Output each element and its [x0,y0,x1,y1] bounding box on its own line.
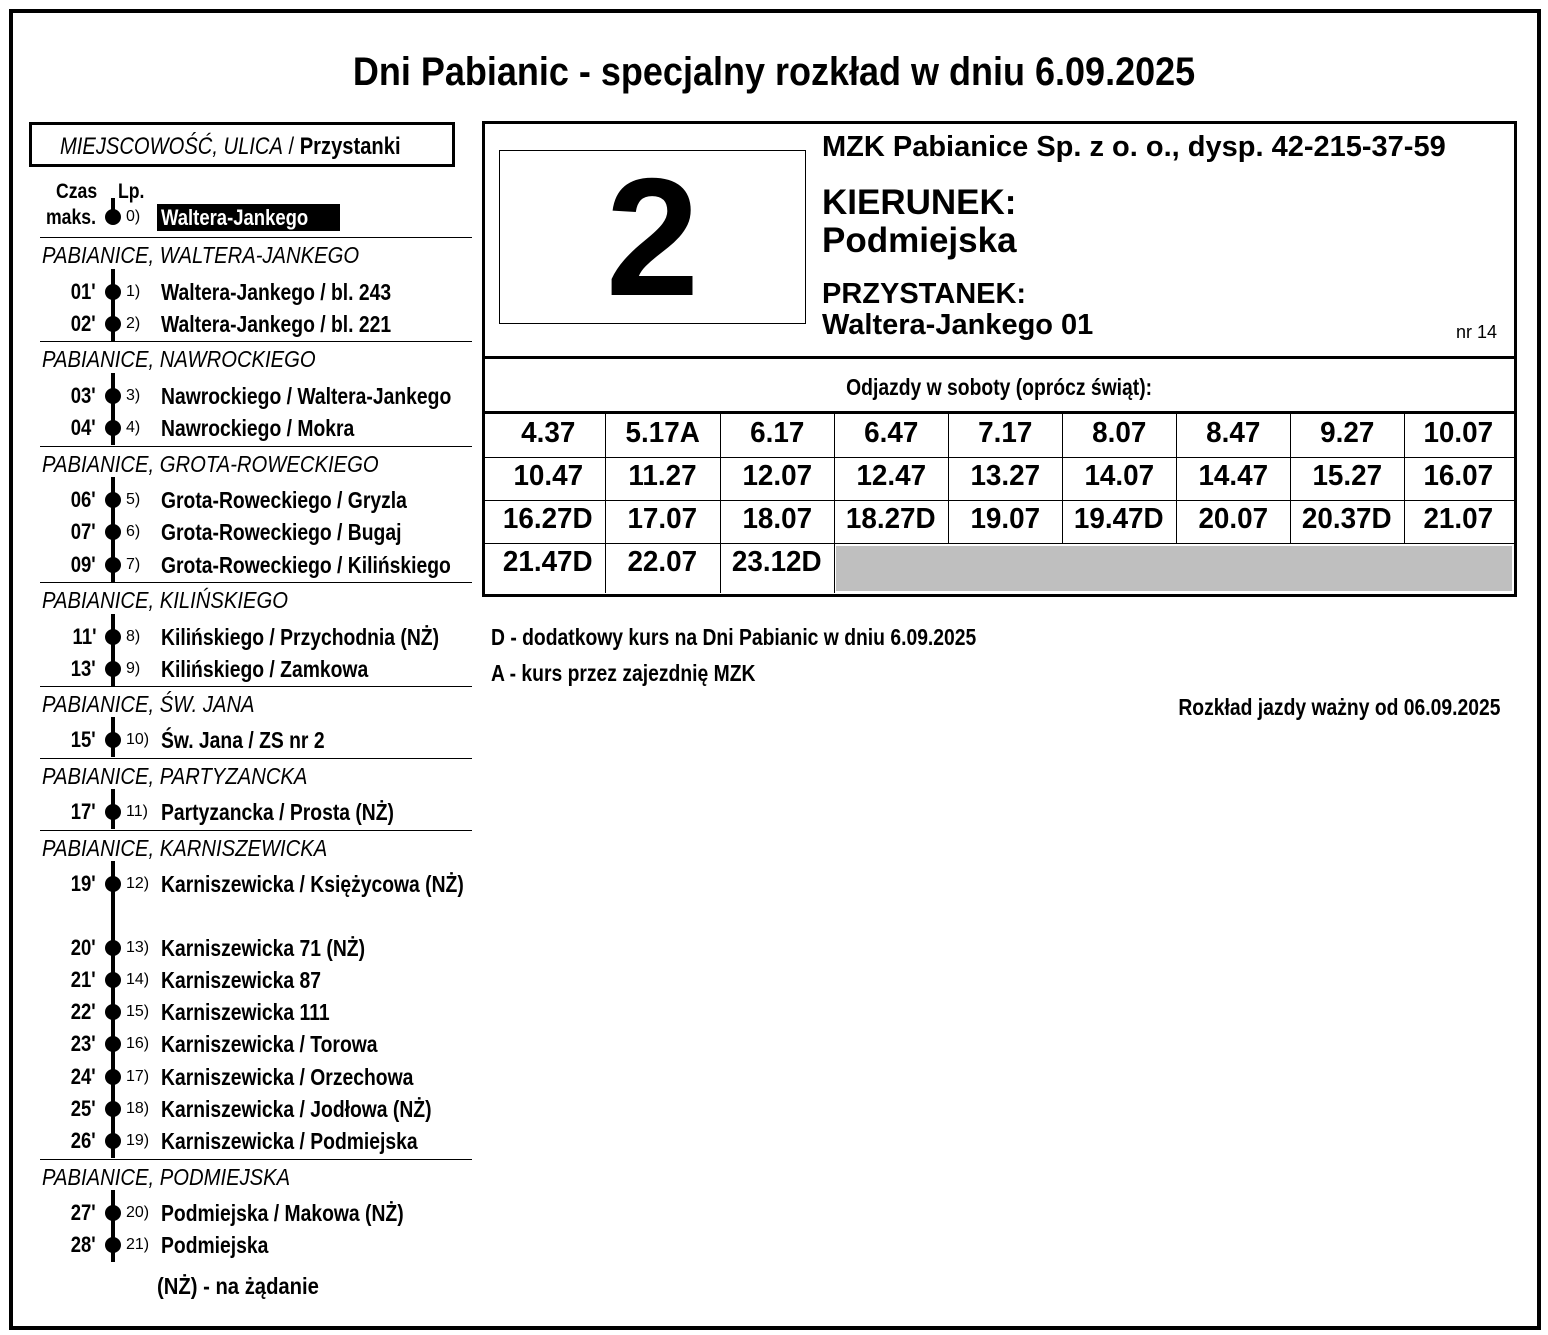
col-header-lp: Lp. [118,180,145,203]
stop-dot [105,1205,121,1221]
stop-name: Nawrockiego / Waltera-Jankego [161,383,452,409]
stops-label: Przystanki [299,133,401,160]
stop-number: 2) [126,315,141,332]
stop-number: 17) [126,1068,150,1085]
stop-name: Karniszewicka 87 [161,967,322,993]
stop-number: 3) [126,387,141,404]
stop-name: Nawrockiego / Mokra [161,415,355,441]
stop-dot [105,1101,121,1117]
travel-time: 09' [71,552,96,577]
departure-time: 9.27 [1319,417,1375,449]
departure-time: 6.17 [749,417,805,449]
stop-number: 12) [126,875,150,892]
line-number-box [499,143,806,331]
stop-dot [105,876,121,892]
group-divider [40,237,472,238]
stop-label: PRZYSTANEK: [822,278,1027,310]
grid-row-line [485,500,1514,501]
stop-name: Św. Jana / ZS nr 2 [161,727,325,753]
departure-time: 5.17A [625,417,700,449]
departure-time: 12.47 [856,460,926,492]
departure-time: 23.12D [732,546,822,578]
group-divider [40,446,472,447]
stop-name: Grota-Roweckiego / Kilińskiego [161,552,451,578]
stop-number: 1) [126,283,141,300]
stop-number: 7) [126,556,141,573]
departure-time: 4.37 [520,417,576,449]
departure-time: 8.07 [1091,417,1147,449]
stop-number: 8) [126,628,141,645]
stop-sequence-number: nr 14 [1456,322,1498,342]
departure-time: 20.07 [1198,503,1268,535]
departure-time: 10.07 [1423,417,1494,449]
stop-number: 4) [126,419,141,436]
locality-group: PABIANICE, ŚW. JANA [42,691,255,717]
stop-dot [105,1133,121,1149]
stop-name: Podmiejska [161,1232,269,1258]
divider [482,356,1517,359]
travel-time: 25' [71,1096,96,1121]
grid-col-line [605,414,606,593]
stop-name: Karniszewicka / Księżycowa (NŻ) [161,871,464,897]
travel-time: 07' [71,519,96,544]
stop-number: 10) [126,731,150,748]
stop-number: 13) [126,939,150,956]
stop-number: 20) [126,1204,150,1221]
col-header-czas: Czas [56,180,98,203]
stop-dot [105,940,121,956]
locality-group: PABIANICE, WALTERA-JANKEGO [42,242,360,268]
travel-time: 28' [71,1232,96,1257]
departure-time: 11.27 [628,460,697,492]
stop-number: 6) [126,523,141,540]
stop-dot [105,557,121,573]
direction-label: KIERUNEK: [822,183,1017,222]
stop-dot [105,804,121,820]
page-title: Dni Pabianic - specjalny rozkład w dniu 6.09.2025 [352,50,1196,94]
stop-number: 9) [126,660,141,677]
grid-col-line [1176,414,1177,543]
stop-name: Karniszewicka 71 (NŻ) [161,935,366,961]
travel-time: 13' [71,656,96,681]
stop-dot [105,420,121,436]
stop-name: Karniszewicka / Torowa [161,1031,378,1057]
stop-dot [105,492,121,508]
stop-number: 11) [126,803,148,820]
grid-col-line [1290,414,1291,543]
travel-time: 11' [72,624,96,649]
locality-group: PABIANICE, PARTYZANCKA [42,763,308,789]
stop-dot [105,1036,121,1052]
localities-label: MIEJSCOWOŚĆ, ULICA [60,133,283,160]
departure-time: 19.47D [1074,503,1164,535]
travel-time: 01' [71,279,96,304]
stop-number: 21) [126,1236,150,1253]
travel-time: 24' [71,1064,96,1089]
route-list-header [29,122,455,167]
stop-name: Kilińskiego / Przychodnia (NŻ) [161,624,440,650]
on-request-note: (NŻ) - na żądanie [157,1273,319,1299]
stop-dot [105,1237,121,1253]
stop-name: Karniszewicka 111 [161,999,330,1025]
operator-info: MZK Pabianice Sp. z o. o., dysp. 42-215-37-59 [822,131,1446,163]
stop-name: Kilińskiego / Zamkowa [161,656,369,682]
departure-time: 16.07 [1423,460,1494,492]
group-divider [40,686,472,687]
stop-number: 15) [126,1003,150,1020]
travel-time: 06' [71,487,96,512]
departure-time: 15.27 [1312,460,1382,492]
departure-time: 13.27 [970,460,1040,492]
travel-time: 26' [71,1128,96,1153]
grid-col-line [720,414,721,593]
stop-number: 18) [126,1100,150,1117]
stop-dot [105,661,121,677]
departure-time: 7.17 [977,417,1033,449]
line-number: 2 [605,143,700,331]
departure-time: 8.47 [1205,417,1261,449]
group-divider [40,830,472,831]
stop-value: Waltera-Jankego 01 [822,309,1094,341]
stop-dot [105,1004,121,1020]
stop-name: Grota-Roweckiego / Bugaj [161,519,402,545]
travel-time: 03' [71,383,96,408]
stop-number: 5) [126,491,141,508]
departure-time: 19.07 [970,503,1040,535]
departure-time: 17.07 [627,503,698,535]
travel-time: 02' [71,311,96,336]
stop-dot [105,629,121,645]
valid-from: Rozkład jazdy ważny od 06.09.2025 [1177,694,1500,720]
travel-time: 22' [71,999,96,1024]
travel-time: 23' [71,1031,96,1056]
stop-number: 16) [126,1035,150,1052]
stop-name: Podmiejska / Makowa (NŻ) [161,1200,404,1226]
departure-time: 14.07 [1084,460,1154,492]
note-a: A - kurs przez zajezdnię MZK [491,660,756,686]
grid-col-line [1404,414,1405,543]
departure-time: 16.27D [503,503,593,535]
stop-name: Karniszewicka / Orzechowa [161,1064,414,1090]
grid-col-line [1062,414,1063,543]
travel-time: 15' [71,727,96,752]
stop-number: 14) [126,971,150,988]
stop-number: 0) [126,208,141,225]
stop-name: Waltera-Jankego / bl. 221 [161,311,392,337]
travel-time: 19' [71,871,96,896]
group-divider [40,582,472,583]
stop-dot [105,209,121,225]
group-divider [40,341,472,342]
note-d: D - dodatkowy kurs na Dni Pabianic w dniu 6.09.2025 [491,624,977,650]
group-divider [40,758,472,759]
stop-dot [105,388,121,404]
group-divider [40,1159,472,1160]
departures-header: Odjazdy w soboty (oprócz świąt): [846,374,1153,400]
travel-time: 27' [71,1200,96,1225]
grid-col-line [948,414,949,543]
divider [482,411,1517,414]
stop-name: Partyzancka / Prosta (NŻ) [161,799,394,825]
stop-dot [105,732,121,748]
travel-time: 04' [71,415,96,440]
stop-name: Karniszewicka / Podmiejska [161,1128,418,1154]
departure-time: 10.47 [513,460,583,492]
locality-group: PABIANICE, NAWROCKIEGO [42,346,316,372]
stop-dot [105,972,121,988]
locality-group: PABIANICE, GROTA-ROWECKIEGO [42,451,379,477]
stop-name: Grota-Roweckiego / Gryzla [161,487,407,513]
departure-time: 6.47 [863,417,919,449]
direction-value: Podmiejska [822,221,1017,260]
departure-time: 21.47D [503,546,593,578]
grid-row-line [485,457,1514,458]
empty-cells-fill [836,546,1512,591]
stop-dot [105,284,121,300]
departure-time: 18.27D [846,503,936,535]
col-header-maks: maks. [46,206,97,229]
departure-time: 12.07 [742,460,812,492]
locality-group: PABIANICE, KILIŃSKIEGO [42,587,288,613]
travel-time: 20' [71,935,96,960]
stop-name: Waltera-Jankego / bl. 243 [161,279,392,305]
locality-group: PABIANICE, PODMIEJSKA [42,1164,291,1190]
stop-dot [105,524,121,540]
departure-time: 22.07 [627,546,698,578]
locality-group: PABIANICE, KARNISZEWICKA [42,835,328,861]
stop-number: 19) [126,1132,150,1149]
stop-dot [105,316,121,332]
travel-time: 17' [71,799,96,824]
departure-time: 21.07 [1423,503,1494,535]
departure-time: 20.37D [1302,503,1392,535]
current-stop-highlight: Waltera-Jankego [157,204,340,231]
grid-col-line [834,414,835,593]
travel-time: 21' [71,967,96,992]
header-separator: / [282,133,300,160]
grid-row-line [485,543,1514,544]
departure-time: 14.47 [1198,460,1268,492]
stop-name: Karniszewicka / Jodłowa (NŻ) [161,1096,432,1122]
departure-time: 18.07 [742,503,812,535]
stop-dot [105,1069,121,1085]
